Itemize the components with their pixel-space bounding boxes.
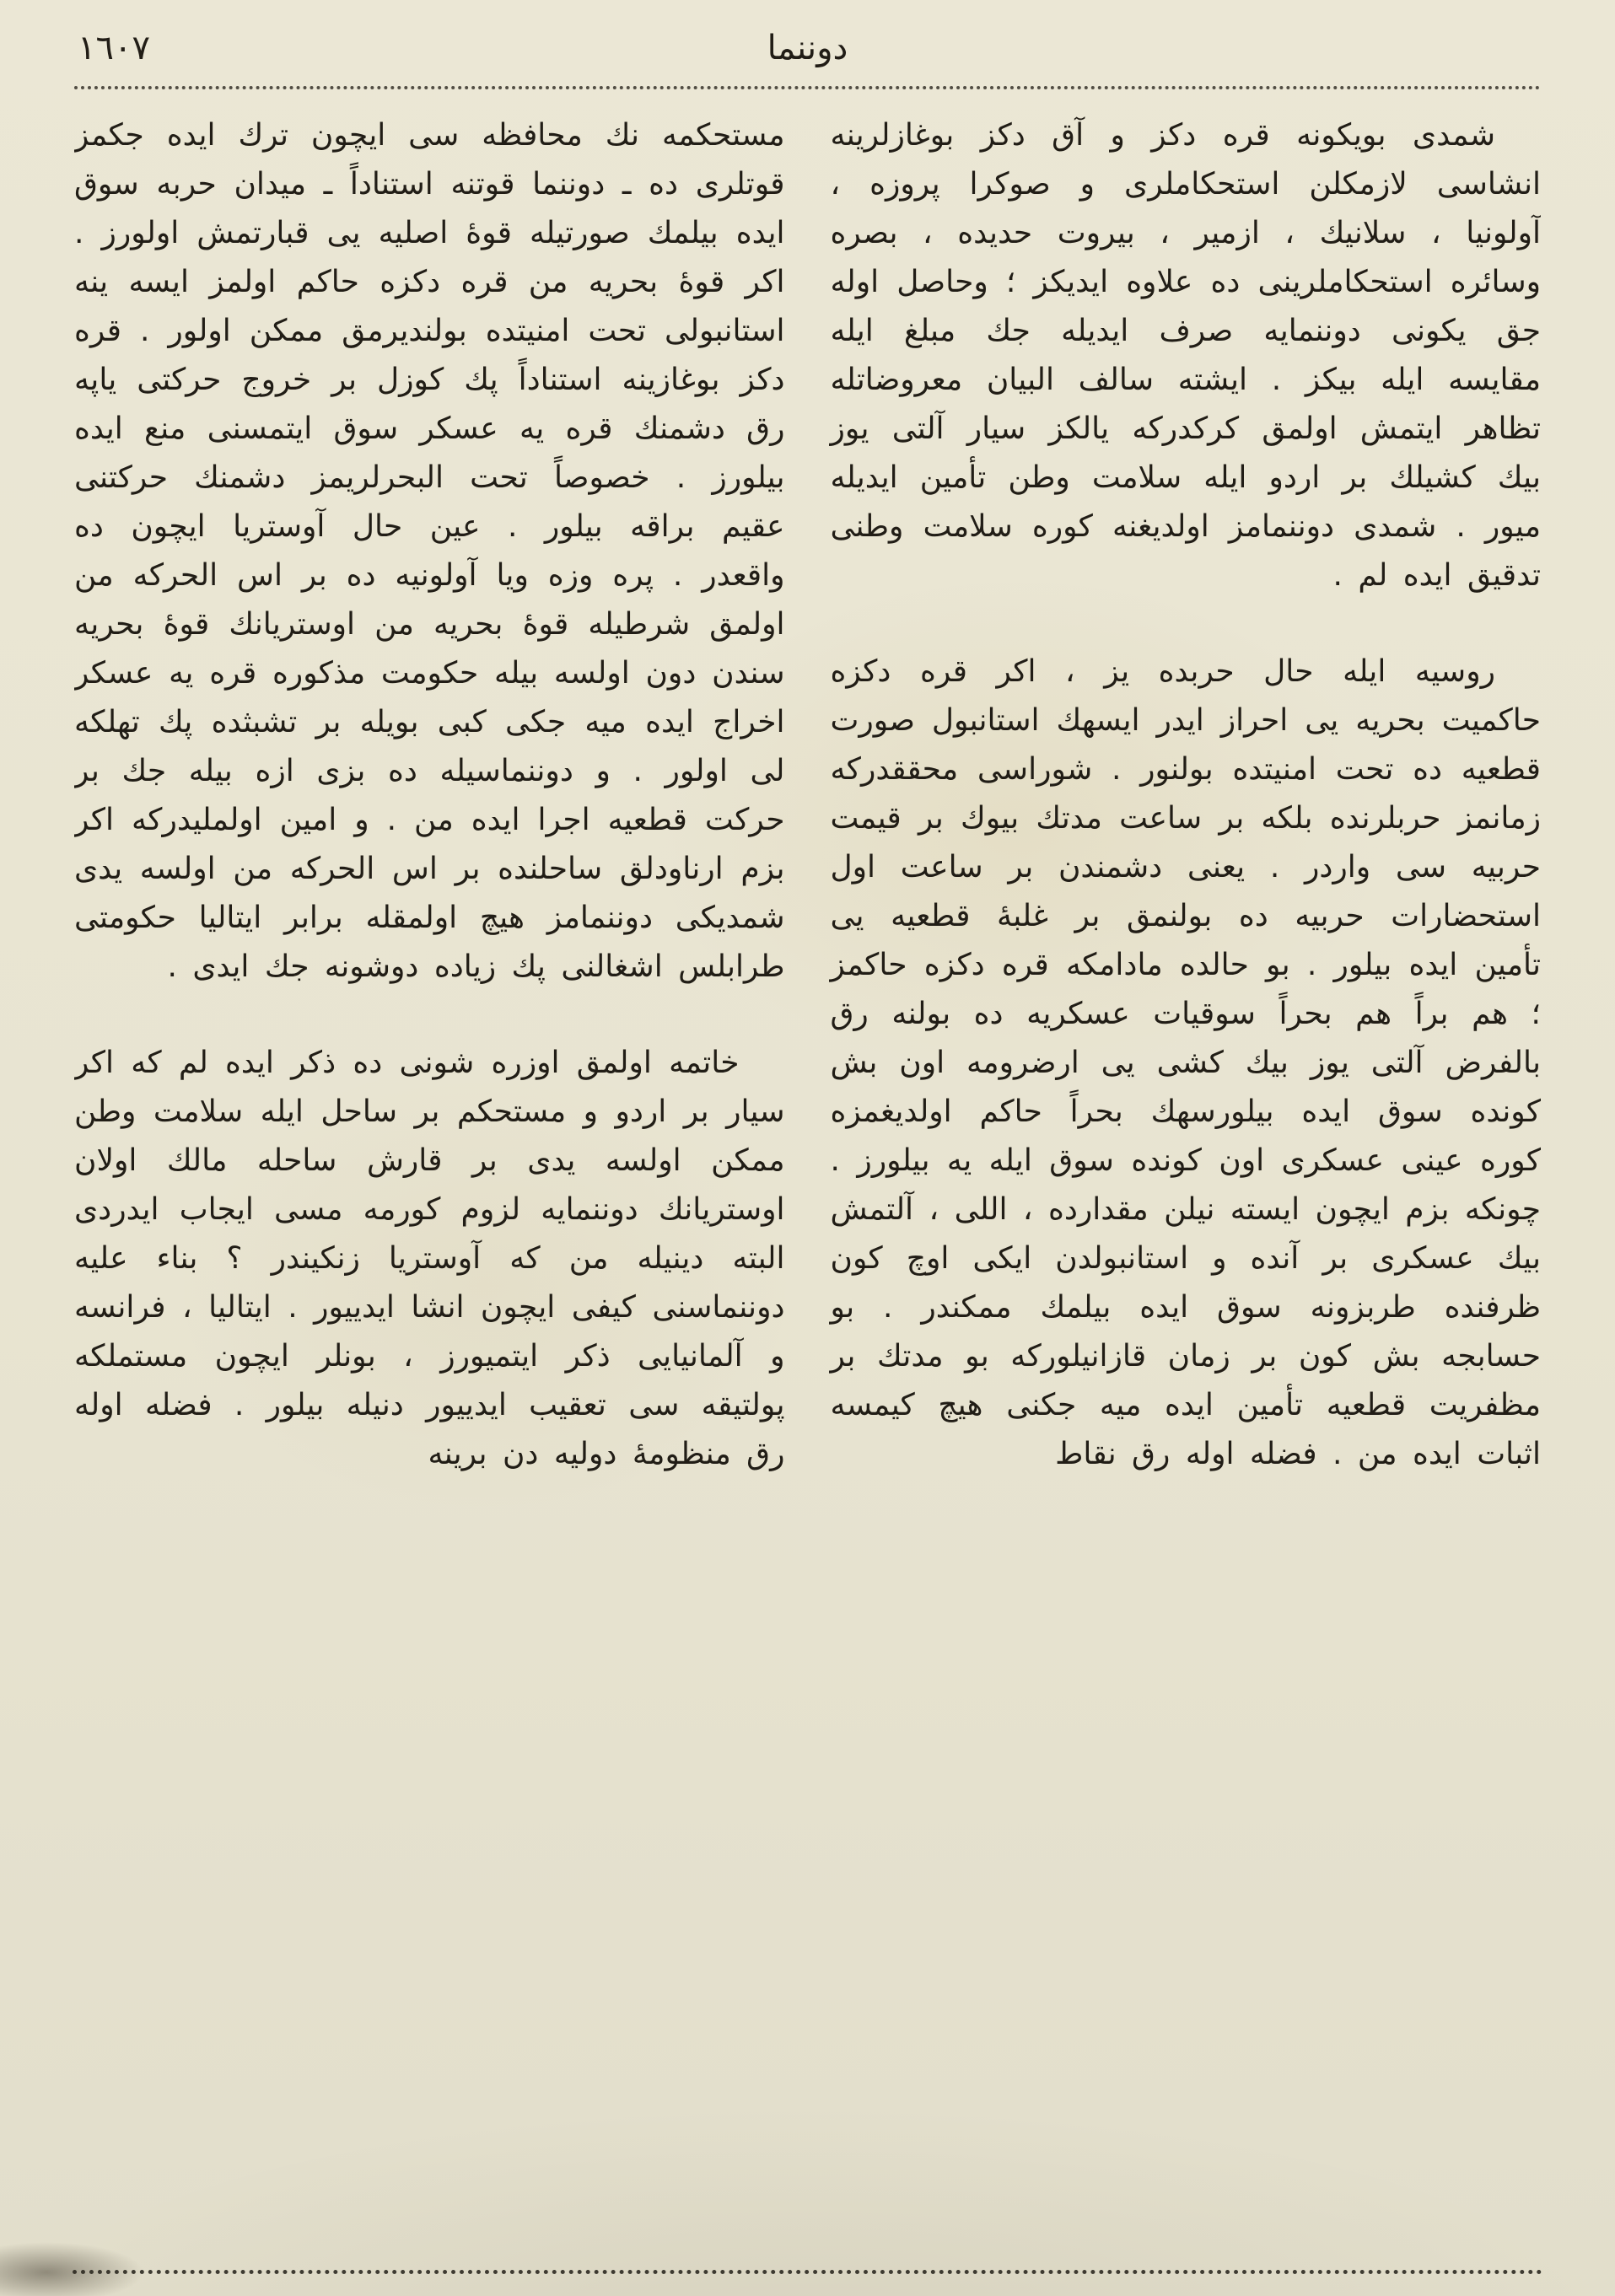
paragraph: روسيه ايله حال حربده يز ، اكر قره دكزه حاكميت بحريه يى احراز ايدر ايسهك استانبول صورت قطعيه ده تحت امنيتده بولنور . شوراسى محققدركه زمانمز حربلرنده بلكه بر ساعت مدتك بيوك بر قيمت حربيه سى واردر . يعنى دشمندن بر ساعت اول استحضارات حربيه ده بولنمق بر غلبهٔ قطعيه يى تأمين ايده بيلور . بو حالده مادامكه قره دكزه حاكمز ؛ هم براً هم بحراً سوقيات عسكريه ده بولنه رق بالفرض آلتى يوز بيك كشى يى ارضرومه اون بش كونده سوق ايده بيلورسهك بحراً حاكم اولديغمزه كوره عينى عسكرى اون كونده سوق ايله يه بيلورز . چونكه بزم ايچون ايسته نيلن مقدارده ، اللى ، آلتمش بيك عسكرى بر آنده و استانبولدن ايكى اوچ كون ظرفنده طربزونه سوق ايده بيلمك ممكندر . بو حسابجه بش كون بر زمان قازانيلوركه بو مدتك بر مظفريت قطعيه تأمين ايده ميه جكنى هيچ كيمسه اثبات ايده من . فضله اوله رق نقاط [830, 654, 1541, 1471]
header-rule [74, 86, 1541, 89]
text-columns [74, 111, 1541, 2194]
page-header [74, 25, 1541, 79]
paragraph: خاتمه اولمق اوزره شونى ده ذكر ايده لم كه اكر سيار بر اردو و مستحكم بر ساحل ايله سلامت وطن ممكن اولسه يدى بر قارش ساحله مالك اولان اوستريانك دوننمايه لزوم كورمه مسى ايجاب ايدردى البته دينيله من كه آوستريا زنكيندر ؟ بناء عليه دوننماسنى كيفى ايچون انشا ايدييور . ايتاليا ، فرانسه و آلمانيايى ذكر ايتميورز ، بونلر ايچون مستملكه پولتيقه سى تعقيب ايدييور دنيله بيلور . فضله اوله رق منظومهٔ دوليه دن برينه [74, 1046, 785, 1471]
page-title: دوننما [767, 29, 848, 67]
column-right [831, 111, 1542, 2194]
column-left [74, 111, 785, 2194]
page-number: ١٦٠٧ [78, 29, 150, 67]
paragraph: شمدى بويكونه قره دكز و آق دكز بوغازلرينه انشاسى لازمكلن استحكاملرى و صوكرا پروزه ، آولونيا ، سلانيك ، ازمير ، بيروت حديده ، بصره وسائره استحكاملرينى ده علاوه ايديكز ؛ وحاصل اوله جق يكونى دوننمايه صرف ايديله جك مبلغ ايله مقايسه ايله بيكز . ايشته سالف البيان معروضاتله تظاهر ايتمش اولمق كركدركه يالكز سيار آلتى يوز بيك كشيلك بر اردو ايله سلامت وطن تأمين ايديله ميور . شمدى دوننمامز اولديغنه كوره سلامت وطنى تدقيق ايده لم . [830, 118, 1541, 593]
paragraph: مستحكمه نك محافظه سى ايچون ترك ايده جكمز قوتلرى ده ـ دوننما قوتنه استناداً ـ ميدان حربه سوق ايده بيلمك صورتيله قوهٔ اصليه يى قبارتمش اولورز . اكر قوهٔ بحريه من قره دكزه حاكم اولمز ايسه ينه استانبولى تحت امنيتده بولنديرمق ممكن اولور . قره دكز بوغازينه استناداً پك كوزل بر خروج حركتى ياپه رق دشمنك قره يه عسكر سوق ايتمسنى منع ايده بيلورز . خصوصاً تحت البحرلريمز دشمنك حركتنى عقيم براقه بيلور . عين حال آوستريا ايچون ده واقعدر . پره وزه ويا آولونيه ده بر اس الحركه من اولمق شرطيله قوهٔ بحريه من اوستريانك قوهٔ بحريه سندن دون اولسه بيله حكومت مذكوره قره يه عسكر اخراج ايده ميه جكى كبى بويله بر تشبثده پك تهلكه لى اولور . و دوننماسيله ده بزى ازه بيله جك بر حركت قطعيه اجرا ايده من . و امين اولمليدركه اكر بزم ارناودلق ساحلنده بر اس الحركه من اولسه يدى شمديكى دوننمامز هيچ اولمقله برابر ايتاليا حكومتى طرابلس اشغالنى پك زياده دوشونه جك ايدى . [74, 118, 785, 984]
footer-rule [73, 2270, 1542, 2274]
